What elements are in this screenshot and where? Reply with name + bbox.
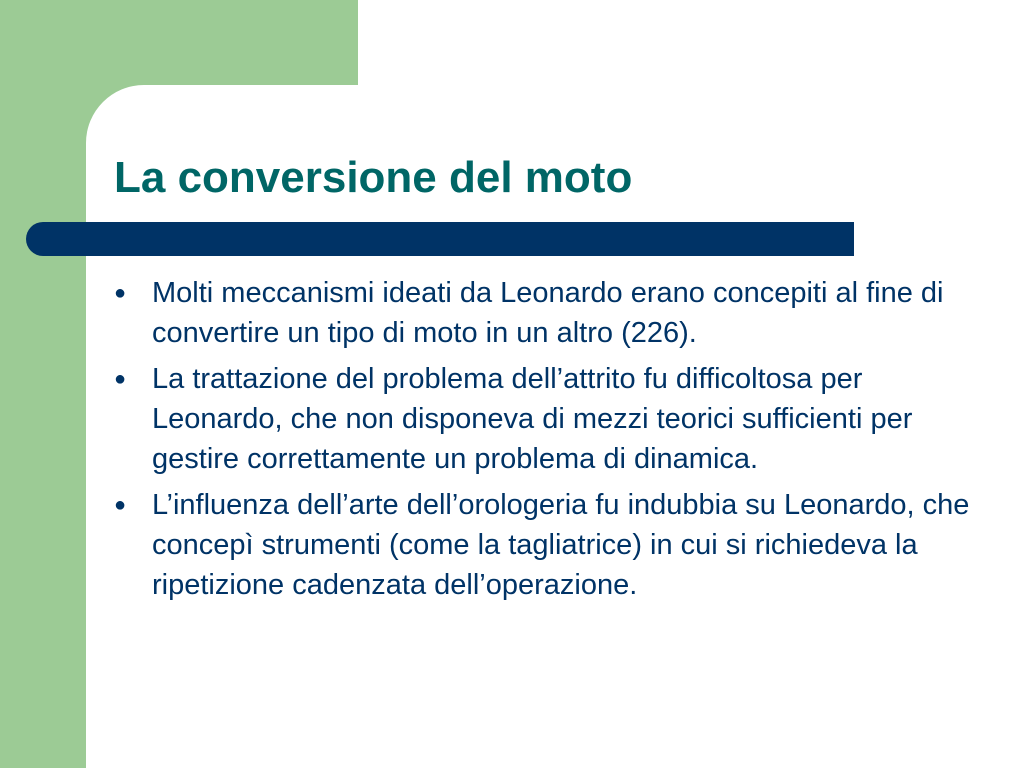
slide-title: La conversione del moto bbox=[114, 153, 633, 202]
bullet-item bbox=[114, 273, 974, 353]
bullet-item bbox=[114, 359, 974, 479]
bullet-list bbox=[114, 273, 974, 611]
bullet-text: L’influenza dell’arte dell’orologeria fu indubbia su Leonardo, che concepì strumenti (come la tagliatrice) in cui si richiedeva la ripetizione cadenzata dell’operazione. bbox=[152, 489, 970, 601]
bullet-item bbox=[114, 485, 974, 605]
bullet-dot-icon: ● bbox=[114, 494, 127, 516]
bullet-text: La trattazione del problema dell’attrito fu difficoltosa per Leonardo, che non disponeva di mezzi teorici sufficienti per gestire correttamente un problema di dinamica. bbox=[152, 363, 913, 475]
title-underline-bar bbox=[26, 222, 854, 256]
bullet-text: Molti meccanismi ideati da Leonardo erano concepiti al fine di convertire un tipo di moto in un altro (226). bbox=[152, 277, 944, 349]
bullet-dot-icon: ● bbox=[114, 282, 127, 304]
bullet-dot-icon: ● bbox=[114, 368, 127, 390]
